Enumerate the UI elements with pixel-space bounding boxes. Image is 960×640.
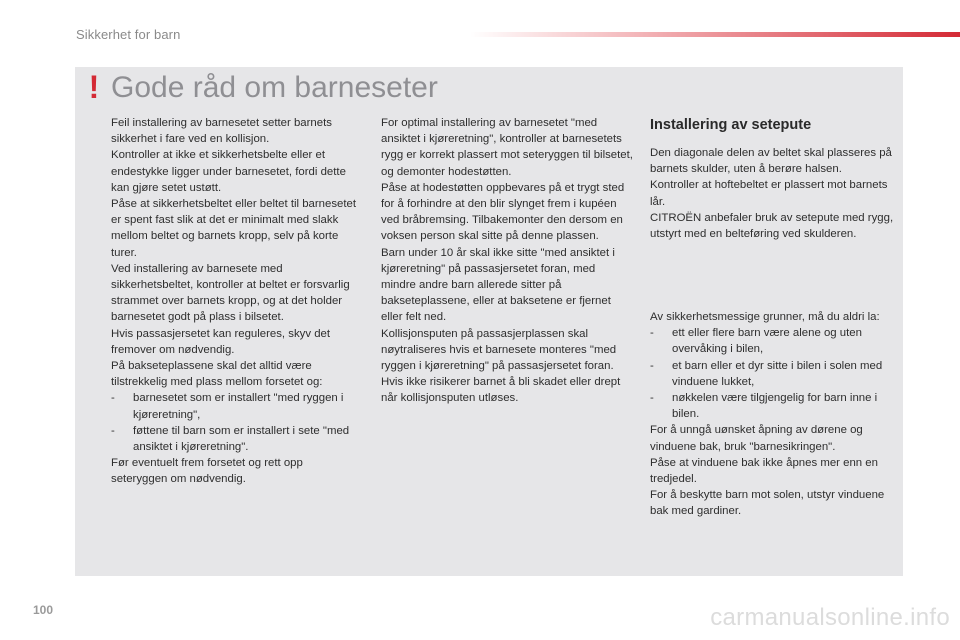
subsection-heading: Installering av setepute bbox=[650, 117, 812, 133]
paragraph: Hvis ikke risikerer barnet å bli skadet eller drept når kollisjonsputen utløses. bbox=[381, 376, 621, 405]
list-item-text: føttene til barn som er installert i sete "med ansiktet i kjøreretning". bbox=[133, 424, 350, 454]
column-1 bbox=[111, 115, 361, 488]
paragraph: For optimal installering av barnesetet "med ansiktet i kjøreretning", kontroller at barnesetets rygg er korrekt plassert mot seteryggen til bilsetet, og demonter hodestøtten. bbox=[381, 117, 633, 178]
paragraph: Før eventuelt frem forsetet og rett opp seteryggen om nødvendig. bbox=[111, 457, 303, 486]
paragraph: Påse at hodestøtten oppbevares på et trygt sted for å forhindre at den blir slynget frem i kupéen ved bråbremsing. Tilbakemonter den dersom en voksen person skal sitte på denne plassen. bbox=[381, 181, 625, 243]
paragraph: For å beskytte barn mot solen, utstyr vinduene bak med gardiner. bbox=[650, 489, 885, 518]
paragraph: Den diagonale delen av beltet skal plasseres på barnets skulder, uten å berøre halsen. bbox=[650, 147, 892, 176]
paragraph: Feil installering av barnesetet setter barnets sikkerhet i fare ved en kollisjon. bbox=[111, 117, 332, 146]
paragraph: Kollisjonsputen på passasjerplassen skal nøytraliseres hvis et barnesete monteres "med ryggen i kjøreretning" på passasjersetet foran. bbox=[381, 327, 617, 373]
bullet-dash: - bbox=[111, 392, 115, 405]
bullet-dash: - bbox=[650, 327, 654, 340]
paragraph: For å unngå uønsket åpning av dørene og vinduene bak, bruk "barnesikringen". bbox=[650, 424, 863, 453]
list-item-text: nøkkelen være tilgjengelig for barn inne i bilen. bbox=[672, 392, 878, 421]
paragraph: Av sikkerhetsmessige grunner, må du aldri la: bbox=[650, 311, 880, 323]
header-accent-bar bbox=[470, 32, 960, 37]
list-item bbox=[111, 390, 361, 422]
paragraph: På bakseteplassene skal det alltid være tilstrekkelig med plass mellom forsetet og: bbox=[111, 360, 323, 389]
header-title: Sikkerhet for barn bbox=[76, 27, 181, 42]
list-item bbox=[650, 325, 900, 357]
watermark: carmanualsonline.info bbox=[710, 604, 950, 631]
paragraph: Kontroller at hoftebeltet er plassert mot barnets lår. bbox=[650, 179, 888, 208]
list-item bbox=[111, 423, 361, 455]
page-number: 100 bbox=[33, 603, 54, 617]
list-item bbox=[650, 358, 900, 390]
list-item-text: barnesetet som er installert "med ryggen i kjøreretning", bbox=[133, 392, 344, 421]
bullet-dash: - bbox=[650, 359, 654, 372]
column-2 bbox=[381, 115, 633, 407]
column-3 bbox=[650, 116, 898, 242]
section-title: Gode råd om barneseter bbox=[111, 71, 438, 104]
bullet-dash: - bbox=[650, 392, 654, 405]
paragraph: Hvis passasjersetet kan reguleres, skyv det fremover om nødvendig. bbox=[111, 327, 331, 356]
paragraph: Påse at sikkerhetsbeltet eller beltet til barnesetet er spent fast slik at det er minimalt med slakk mellom beltet og barnets kropp, selv på korte turer. bbox=[111, 198, 357, 259]
list-item-text: ett eller flere barn være alene og uten overvåking i bilen, bbox=[672, 327, 862, 356]
paragraph: Barn under 10 år skal ikke sitte "med ansiktet i kjøreretning" på passasjersetet foran, med mindre andre barn allerede sitter på bakseteplassene, eller at baksetene er fjernet eller felt ned. bbox=[381, 246, 615, 324]
paragraph: Kontroller at ikke et sikkerhetsbelte eller et endestykke ligger under barnesetet, fordi dette kan gjøre setet ustøtt. bbox=[111, 149, 346, 194]
paragraph: Ved installering av barnesete med sikkerhetsbeltet, kontroller at beltet er forsvarlig strammet over barnets kropp, og at det holder barnesetet godt på plass i bilsetet. bbox=[111, 262, 350, 324]
bullet-dash: - bbox=[111, 424, 115, 437]
list-item bbox=[650, 390, 900, 422]
paragraph: CITROËN anbefaler bruk av setepute med rygg, utstyrt med en belteføring ved skulderen. bbox=[650, 211, 894, 241]
paragraph: Påse at vinduene bak ikke åpnes mer enn en tredjedel. bbox=[650, 456, 878, 486]
column-3-lower bbox=[650, 309, 900, 520]
list-item-text: et barn eller et dyr sitte i bilen i solen med vinduene lukket, bbox=[672, 359, 883, 388]
warning-icon: ! bbox=[88, 69, 100, 105]
